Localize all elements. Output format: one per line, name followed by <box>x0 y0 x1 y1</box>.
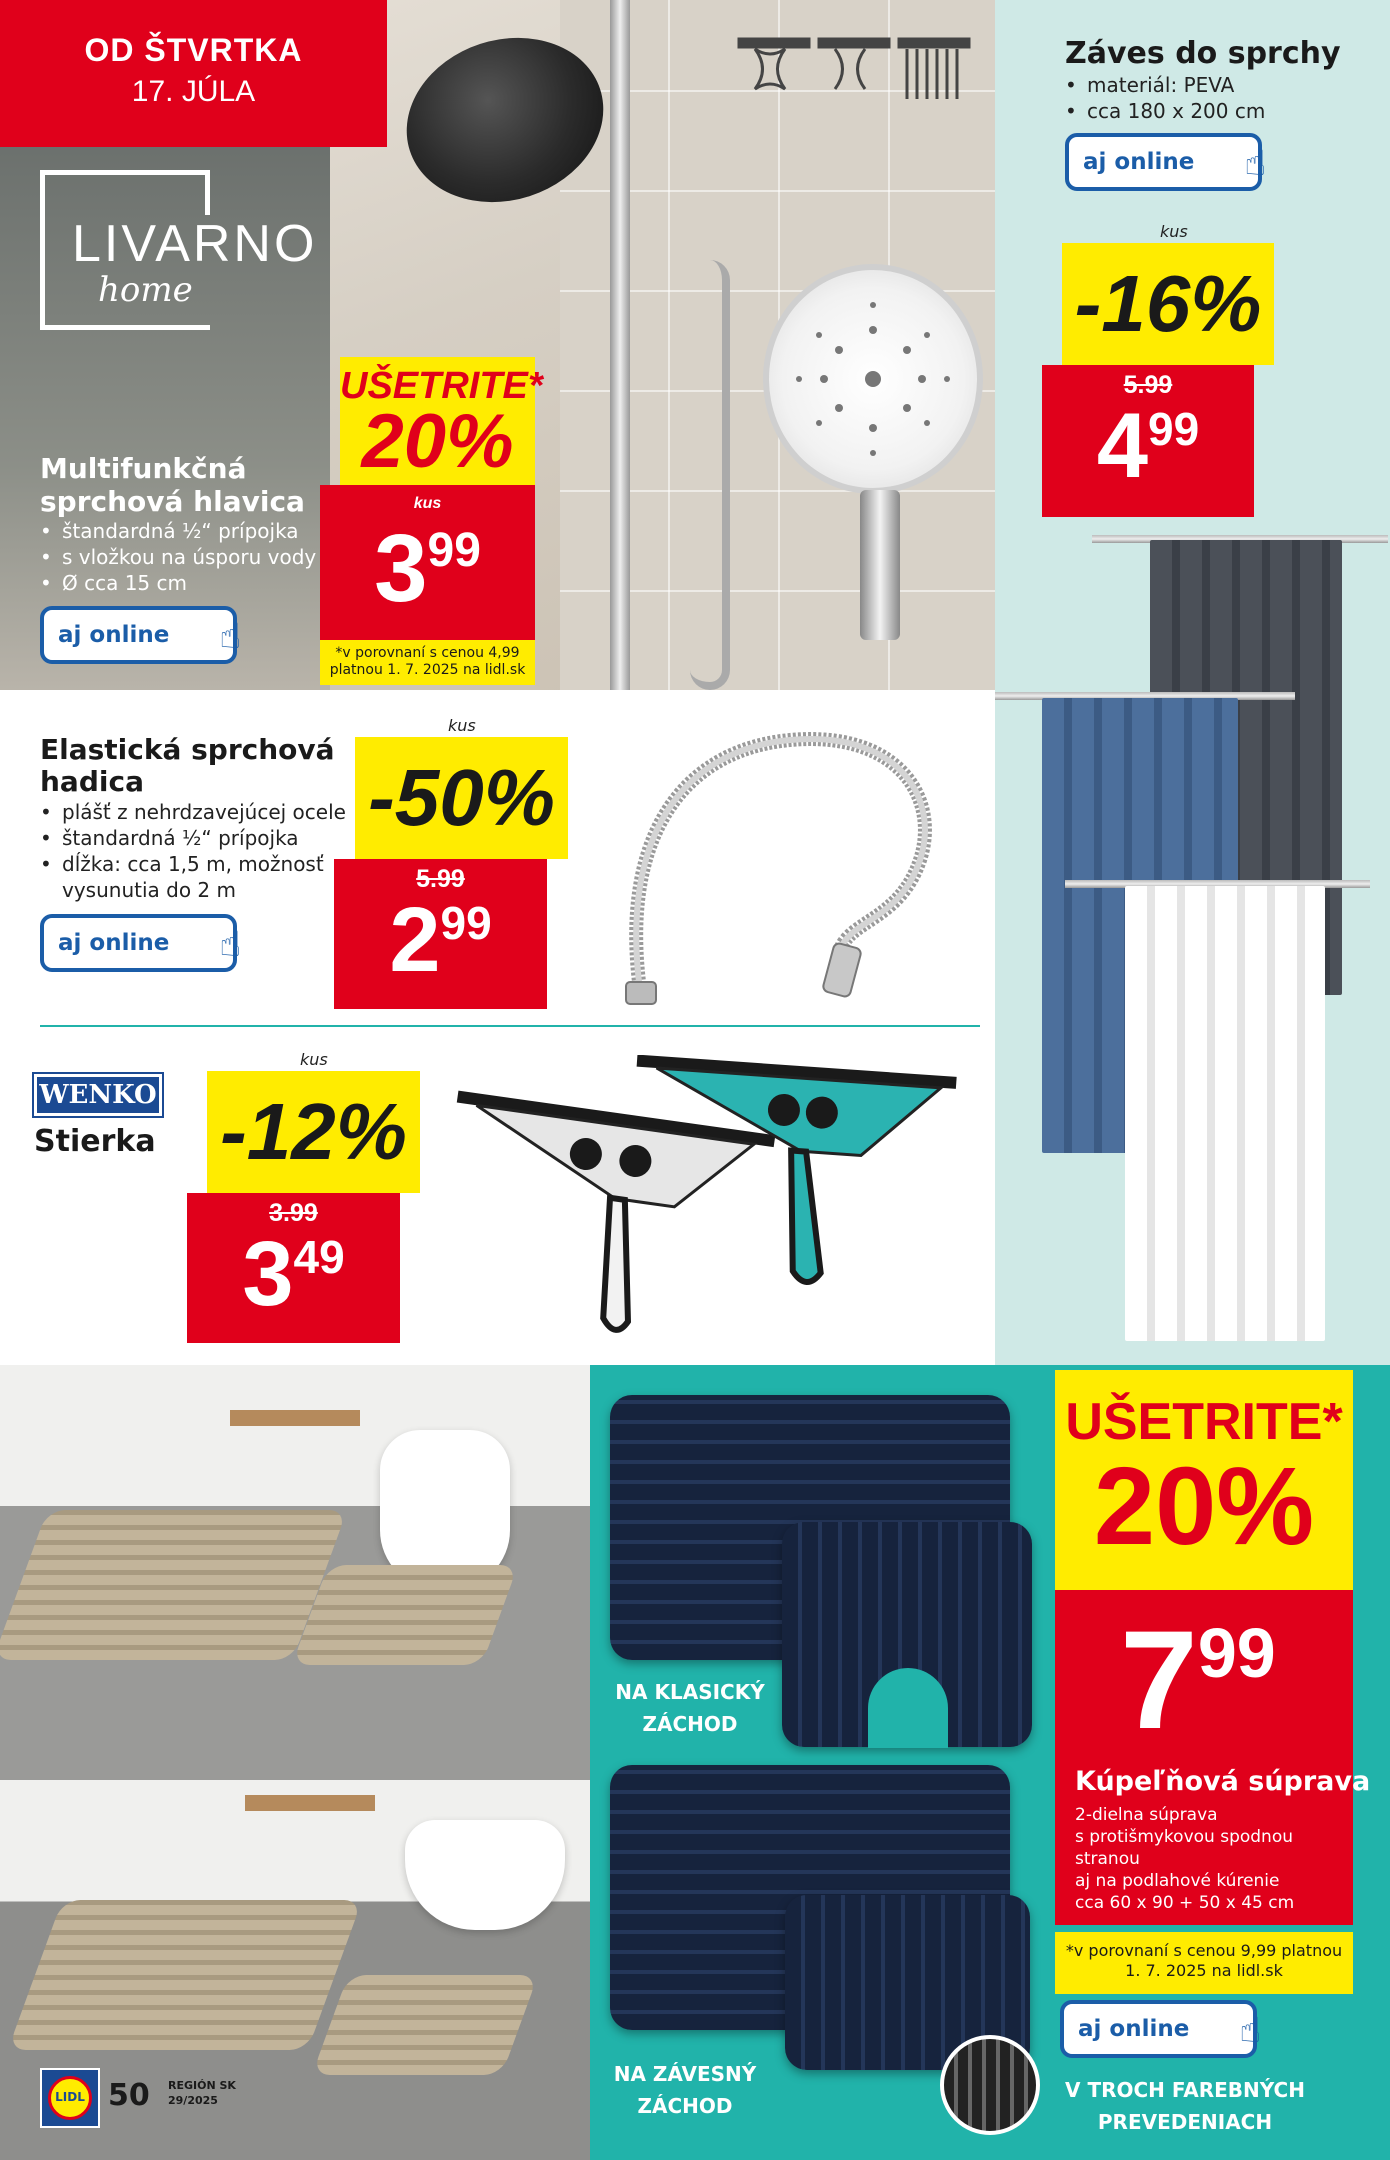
hose-bullets <box>40 799 350 903</box>
bullet: • cca 180 x 200 cm <box>1065 98 1365 124</box>
date-line-2: 17. JÚLA <box>131 75 256 108</box>
shower-hose-photo <box>690 260 730 690</box>
wenko-brand-logo: WENKO <box>34 1074 162 1116</box>
old-price: 5.99 <box>416 865 465 893</box>
hand-shower-product-photo <box>763 264 983 494</box>
price-cents: 99 <box>1148 402 1200 455</box>
showerhead-price <box>320 515 535 622</box>
unit-label: kus <box>300 1050 328 1069</box>
date-line-1: OD ŠTVRTKA <box>84 32 303 68</box>
hose-title: Elastická sprchová hadica <box>40 733 335 798</box>
curtain-style-icons <box>735 35 975 115</box>
showerhead-bullets <box>40 518 340 596</box>
squeegee-product-photo <box>445 1055 975 1355</box>
detail-line: 2-dielna súprava <box>1075 1805 1218 1825</box>
curtain-bullets <box>1065 72 1365 124</box>
detail-line: aj na podlahové kúrenie <box>1075 1871 1280 1891</box>
curtain-discount-badge <box>1062 243 1274 365</box>
bathset-save-badge <box>1055 1370 1353 1590</box>
price-cents: 99 <box>440 896 492 949</box>
curtain-price <box>1042 395 1254 497</box>
pointer-hand-icon: ☝ <box>219 616 242 657</box>
hose-price <box>334 889 547 991</box>
detail-line: cca 60 x 90 + 50 x 45 cm <box>1075 1893 1295 1913</box>
price-cents: 99 <box>427 523 481 577</box>
region-label: REGIÓN SK <box>168 2079 236 2092</box>
price-main: 3 <box>374 515 428 622</box>
price-main: 7 <box>1120 1601 1198 1758</box>
bullet: • dĺžka: cca 1,5 m, možnosť vysunutia do 2 m <box>40 851 350 903</box>
white-curtain-photo <box>1125 886 1325 1341</box>
save-percent: 20% <box>1093 1445 1315 1568</box>
save-label: UŠETRITE* <box>1065 1393 1343 1451</box>
bathset-details <box>1075 1804 1335 1914</box>
showerhead-title: Multifunkčná sprchová hlavica <box>40 452 305 518</box>
save-label: UŠETRITE* <box>340 365 543 407</box>
contour-cutout <box>868 1668 948 1748</box>
old-price: 5.99 <box>1123 371 1173 399</box>
texture-detail-circle <box>940 2035 1040 2135</box>
bathset-title: Kúpeľňová súprava <box>1075 1766 1371 1797</box>
page-number: 50 <box>108 2078 150 2113</box>
save-percent: 20% <box>361 399 514 484</box>
hose-discount-badge <box>355 737 568 859</box>
squeegee-title: Stierka <box>34 1124 156 1159</box>
detail-line: s protišmykovou spodnou stranou <box>1075 1827 1294 1869</box>
squeegee-price <box>187 1223 400 1325</box>
hand-shower-handle <box>860 490 900 640</box>
online-label: aj online <box>58 622 170 648</box>
bullet: • štandardná ½“ prípojka <box>40 825 350 851</box>
hose-price-box <box>334 859 547 1009</box>
brand-logo-name: LIVARNO <box>72 215 318 273</box>
pointer-hand-icon: ☝ <box>1244 143 1267 184</box>
lidl-logo <box>40 2068 100 2128</box>
curtain-online-button[interactable] <box>1065 133 1267 191</box>
discount-percent: -50% <box>368 753 555 842</box>
beige-mat-large <box>0 1510 347 1660</box>
online-label: aj online <box>58 930 170 956</box>
bathset-footnote: *v porovnaní s cenou 9,99 platnou 1. 7. 2025 na lidl.sk <box>1055 1932 1353 1994</box>
showerhead-price-box <box>320 485 535 640</box>
pointer-hand-icon: ☝ <box>1239 2010 1262 2051</box>
hose-online-button[interactable] <box>40 914 242 972</box>
old-price: 3.99 <box>269 1199 318 1227</box>
date-banner <box>0 0 387 147</box>
section-divider <box>40 1025 980 1027</box>
price-main: 3 <box>242 1223 294 1325</box>
label-classic-toilet: NA KLASICKÝ ZÁCHOD <box>615 1680 765 1736</box>
price-cents: 49 <box>293 1230 345 1283</box>
unit-label: kus <box>1160 222 1188 241</box>
showerhead-save-badge <box>340 357 543 485</box>
bullet: • s vložkou na úsporu vody <box>40 544 340 570</box>
price-main: 2 <box>389 889 441 991</box>
beige-mat-small <box>312 1975 538 2075</box>
lidl-logo-text: LIDL <box>55 2090 85 2104</box>
stool-photo <box>230 1410 360 1426</box>
brand-logo-sub: home <box>98 270 193 310</box>
squeegee-price-box <box>187 1193 400 1343</box>
bullet: • Ø cca 15 cm <box>40 570 340 596</box>
online-label: aj online <box>1078 2016 1190 2042</box>
unit-label: kus <box>448 716 476 735</box>
unit-label: kus <box>413 495 442 512</box>
curtain-title: Záves do sprchy <box>1065 36 1341 71</box>
stool-photo <box>245 1795 375 1811</box>
beige-mat-small <box>292 1565 518 1665</box>
price-main: 4 <box>1096 395 1148 497</box>
showerhead-online-button[interactable] <box>40 606 242 664</box>
week-label: 29/2025 <box>168 2094 218 2107</box>
squeegee-discount-badge <box>207 1071 420 1193</box>
footer-region <box>168 2078 236 2108</box>
label-hanging-toilet: NA ZÁVESNÝ ZÁCHOD <box>613 2062 757 2118</box>
beige-mat-large <box>8 1900 363 2050</box>
bullet: • materiál: PEVA <box>1065 72 1365 98</box>
shower-hose-product-photo <box>600 720 960 1010</box>
label-three-colors: V TROCH FAREBNÝCH PREVEDENIACH <box>1065 2078 1305 2134</box>
discount-percent: -12% <box>220 1087 407 1176</box>
pointer-hand-icon: ☝ <box>219 924 242 965</box>
discount-percent: -16% <box>1074 259 1262 348</box>
bathset-online-button[interactable] <box>1060 2000 1262 2058</box>
price-cents: 99 <box>1197 1614 1276 1693</box>
shower-rail <box>610 0 630 690</box>
curtain-price-box <box>1042 365 1254 517</box>
bullet: • plášť z nehrdzavejúcej ocele <box>40 799 350 825</box>
online-label: aj online <box>1083 149 1195 175</box>
bullet: • štandardná ½“ prípojka <box>40 518 340 544</box>
showerhead-footnote: *v porovnaní s cenou 4,99 platnou 1. 7. 2025 na lidl.sk <box>320 640 535 685</box>
bathset-price <box>1120 1601 1276 1758</box>
